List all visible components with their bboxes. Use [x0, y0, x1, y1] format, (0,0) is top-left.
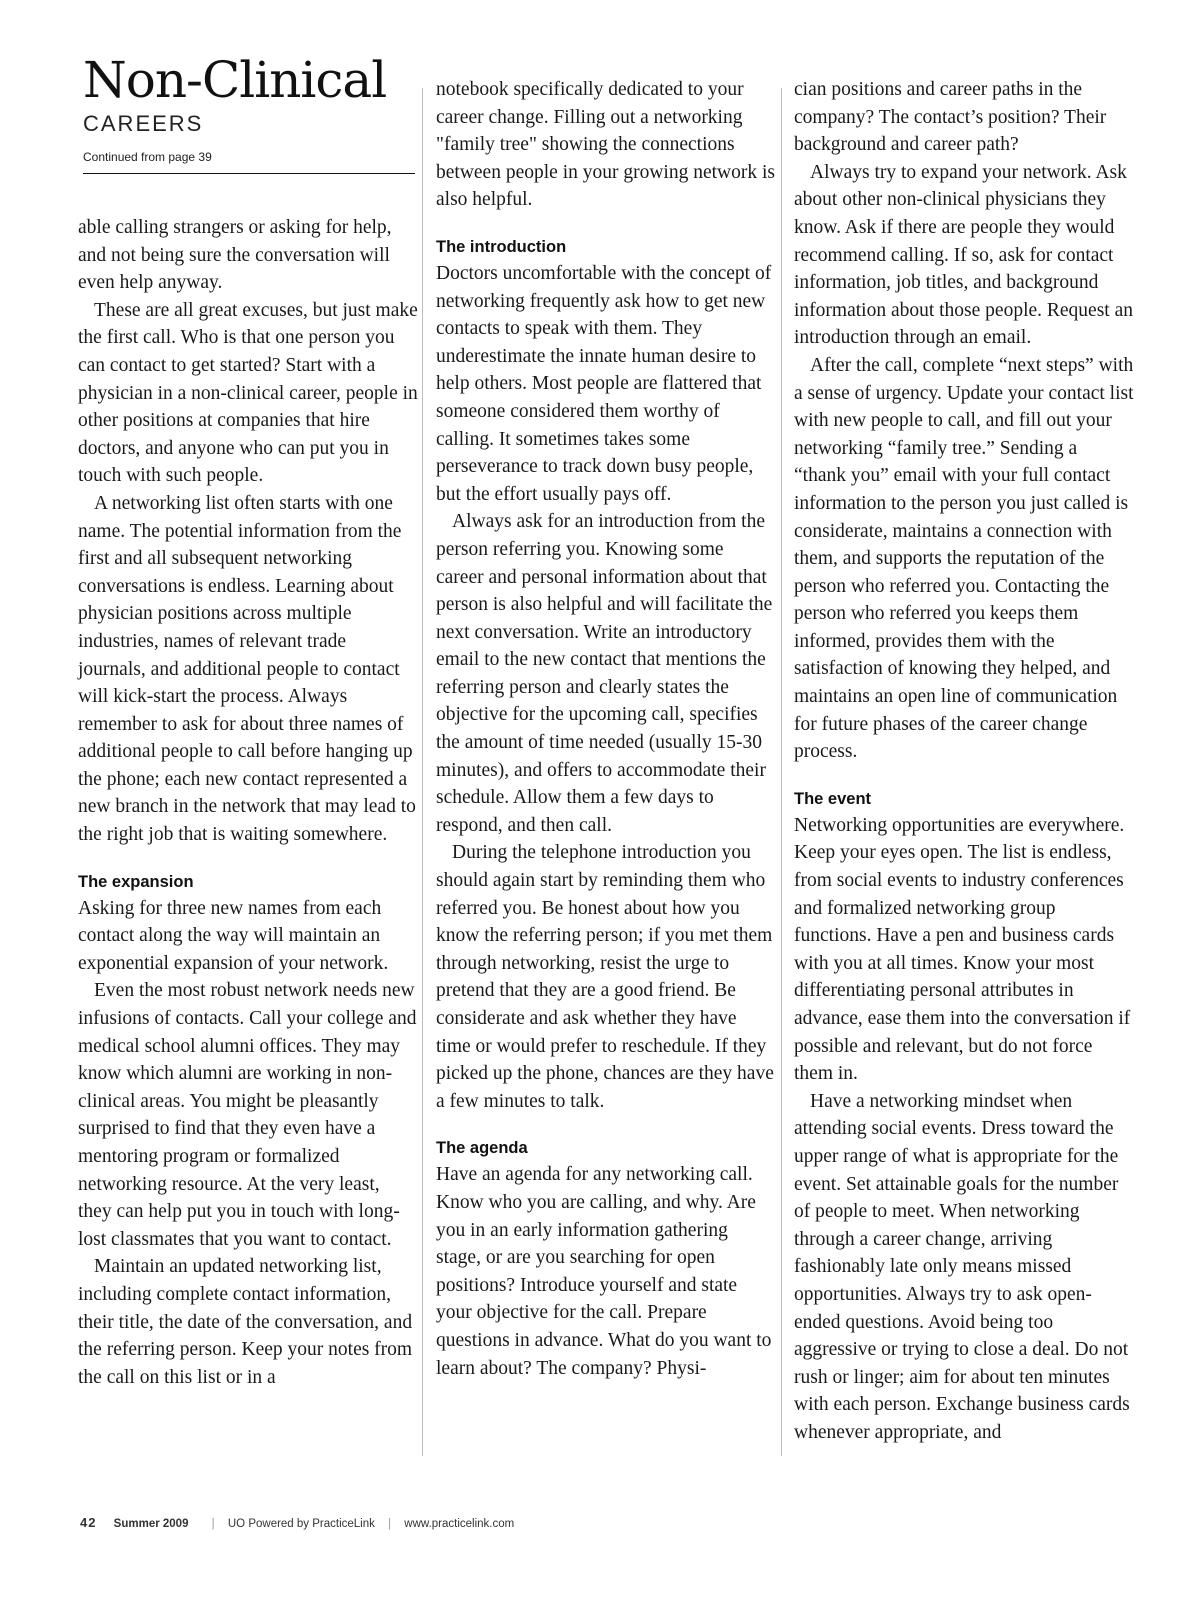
- column-2: [436, 76, 776, 1382]
- paragraph: These are all great excuses, but just make the first call. Who is that one person you can contact to get started? Start with a physician in a non-clinical career, people in other positions at companies that hire doctors, and anyone who can put you in touch with such people.: [78, 299, 418, 487]
- issue-date: Summer 2009: [113, 1518, 189, 1530]
- paragraph: notebook specifically dedicated to your career change. Filling out a networking "family tree" showing the connections between people in your growing network is also helpful.: [436, 79, 776, 211]
- continued-note: Continued from page 39: [83, 150, 415, 174]
- page-footer: [80, 1515, 514, 1530]
- column-1: [78, 214, 418, 1391]
- paragraph: Always ask for an introduction from the person referring you. Knowing some career and personal information about that person is also helpful and will facilitate the next conversation. Write an introductory email to the new contact that mentions the referring person and clearly states the objective for the upcoming call, specifies the amount of time needed (usually 15-30 minutes), and offers to accommodate their schedule. Allow them a few days to respond, and then call.: [436, 511, 773, 836]
- column-3: [794, 76, 1134, 1447]
- paragraph: Have a networking mindset when attending social events. Dress toward the upper range of what is appropriate for the event. Set attainable goals for the number of people to meet. When networking through a career change, arriving fashionably late only means missed opportunities. Always try to ask open-ended questions. Avoid being too aggressive or trying to close a deal. Do not rush or linger; aim for about ten minutes with each person. Exchange business cards whenever appropriate, and: [794, 1090, 1130, 1443]
- paragraph: Networking opportunities are everywhere. Keep your eyes open. The list is endless, from social events to industry conferences and formalized networking group functions. Have a pen and business cards with you at all times. Know your most differentiating personal attributes in advance, ease them into the conversation if possible and relevant, but do not force them in.: [794, 814, 1131, 1085]
- paragraph: able calling strangers or asking for help, and not being sure the conversation will even help anyway.: [78, 217, 392, 294]
- paragraph: A networking list often starts with one name. The potential information from the first and all subsequent networking conversations is endless. Learning about physician positions across multiple industries, names of relevant trade journals, and additional people to contact will kick-start the process. Always remember to ask for about three names of additional people to call before hanging up the phone; each new contact represented a new branch in the network that may lead to the right job that is waiting somewhere.: [78, 492, 416, 846]
- paragraph: Have an agenda for any networking call. Know who you are calling, and why. Are you in an early information gathering stage, or are you searching for open positions? Introduce yourself and state your objective for the call. Prepare questions in advance. What do you want to learn about? The company? Physi-: [436, 1164, 772, 1379]
- paragraph: Asking for three new names from each contact along the way will maintain an exponential expansion of your network.: [78, 897, 389, 974]
- paragraph: cian positions and career paths in the company? The contact’s position? Their background and career path?: [794, 79, 1107, 156]
- footer-separator: |: [388, 1518, 392, 1530]
- page-number: 42: [80, 1515, 97, 1530]
- section-subtitle: CAREERS: [83, 111, 204, 136]
- section-title: Non-Clinical: [83, 51, 387, 109]
- column-divider-1: [422, 88, 423, 1456]
- publication-name: UO Powered by PracticeLink: [227, 1518, 375, 1530]
- subheading-expansion: The expansion: [78, 872, 194, 891]
- paragraph: Always try to expand your network. Ask about other non-clinical physicians they know. Ask if there are people they would recommend calling. If so, ask for contact information, job titles, and background information about those people. Request an introduction through an email.: [794, 161, 1134, 349]
- paragraph: Even the most robust network needs new infusions of contacts. Call your college and medical school alumni offices. They may know which alumni are working in non-clinical areas. You might be pleasantly surprised to find that they even have a mentoring program or formalized networking resource. At the very least, they can help put you in touch with long-lost classmates that you want to contact.: [78, 980, 417, 1250]
- subheading-introduction: The introduction: [436, 237, 567, 256]
- paragraph: After the call, complete “next steps” with a sense of urgency. Update your contact list with new people to call, and fill out your networking “family tree.” Sending a “thank you” email with your full contact information to the person you just called is considerate, maintains a connection with them, and supports the reputation of the person who referred you. Contacting the person who referred you keeps them informed, provides them with the satisfaction of knowing they helped, and maintains an open line of communication for future phases of the career change process.: [794, 354, 1134, 763]
- footer-separator: |: [211, 1518, 215, 1530]
- column-divider-2: [781, 88, 782, 1456]
- paragraph: During the telephone introduction you should again start by reminding them who referred you. Be honest about how you know the referring person; if you met them through networking, resist the urge to pretend that they are a good friend. Be considerate and ask whether they have time or would prefer to reschedule. If they picked up the phone, chances are they have a few minutes to talk.: [436, 842, 774, 1112]
- paragraph: Doctors uncomfortable with the concept of networking frequently ask how to get new contacts to speak with them. They underestimate the innate human desire to help others. Most people are flattered that someone considered them worthy of calling. It sometimes takes some perseverance to track down busy people, but the effort usually pays off.: [436, 262, 772, 505]
- paragraph: Maintain an updated networking list, including complete contact information, their title, the date of the conversation, and the referring person. Keep your notes from the call on this list or in a: [78, 1256, 413, 1388]
- article-header: [83, 52, 415, 174]
- subheading-event: The event: [794, 789, 872, 808]
- subheading-agenda: The agenda: [436, 1139, 528, 1158]
- website-link[interactable]: www.practicelink.com: [404, 1518, 515, 1530]
